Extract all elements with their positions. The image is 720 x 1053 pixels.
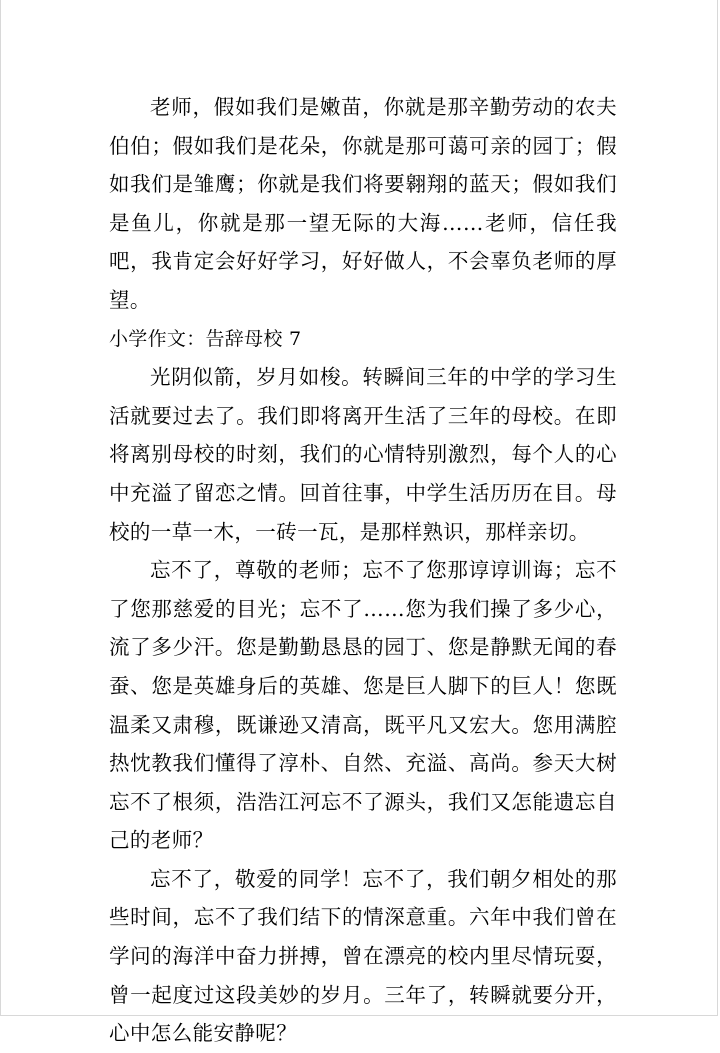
essay-heading: 小学作文：告辞母校 7	[109, 327, 302, 350]
paragraph-time-flies: 光阴似箭，岁月如梭。转瞬间三年的中学的学习生活就要过去了。我们即将离开生活了三年的母校。在即将离别母校的时刻，我们的心情特别激烈，每个人的心中充溢了留恋之情。回首往事，中学生活历历在目。母校的一草一木，一砖一瓦，是那样熟识，那样亲切。	[109, 365, 617, 544]
paragraph-remember-teacher: 忘不了，尊敬的老师；忘不了您那谆谆训诲；忘不了您那慈爱的目光；忘不了……您为我们操了多少心，流了多少汗。您是勤勤恳恳的园丁、您是静默无闻的春蚕、您是英雄身后的英雄、您是巨人脚下的巨人！您既温柔又肃穆，既谦逊又清高，既平凡又宏大。您用满腔热忱教我们懂得了淳朴、自然、充溢、高尚。参天大树忘不了根须，浩浩江河忘不了源头，我们又怎能遗忘自己的老师？	[109, 558, 617, 853]
document-body	[109, 88, 617, 1053]
paragraph-remember-classmates: 忘不了，敬爱的同学！忘不了，我们朝夕相处的那些时间，忘不了我们结下的情深意重。六年中我们曾在学问的海洋中奋力拼搏，曾在漂亮的校内里尽情玩耍，曾一起度过这段美妙的岁月。三年了，转瞬就要分开，心中怎么能安静呢？	[109, 866, 617, 1046]
paragraph-teacher-metaphor: 老师，假如我们是嫩苗，你就是那辛勤劳动的农夫伯伯；假如我们是花朵，你就是那可蔼可亲的园丁；假如我们是雏鹰；你就是我们将要翱翔的蓝天；假如我们是鱼儿，你就是那一望无际的大海……老师，信任我吧，我肯定会好好学习，好好做人，不会辜负老师的厚望。	[109, 95, 617, 312]
